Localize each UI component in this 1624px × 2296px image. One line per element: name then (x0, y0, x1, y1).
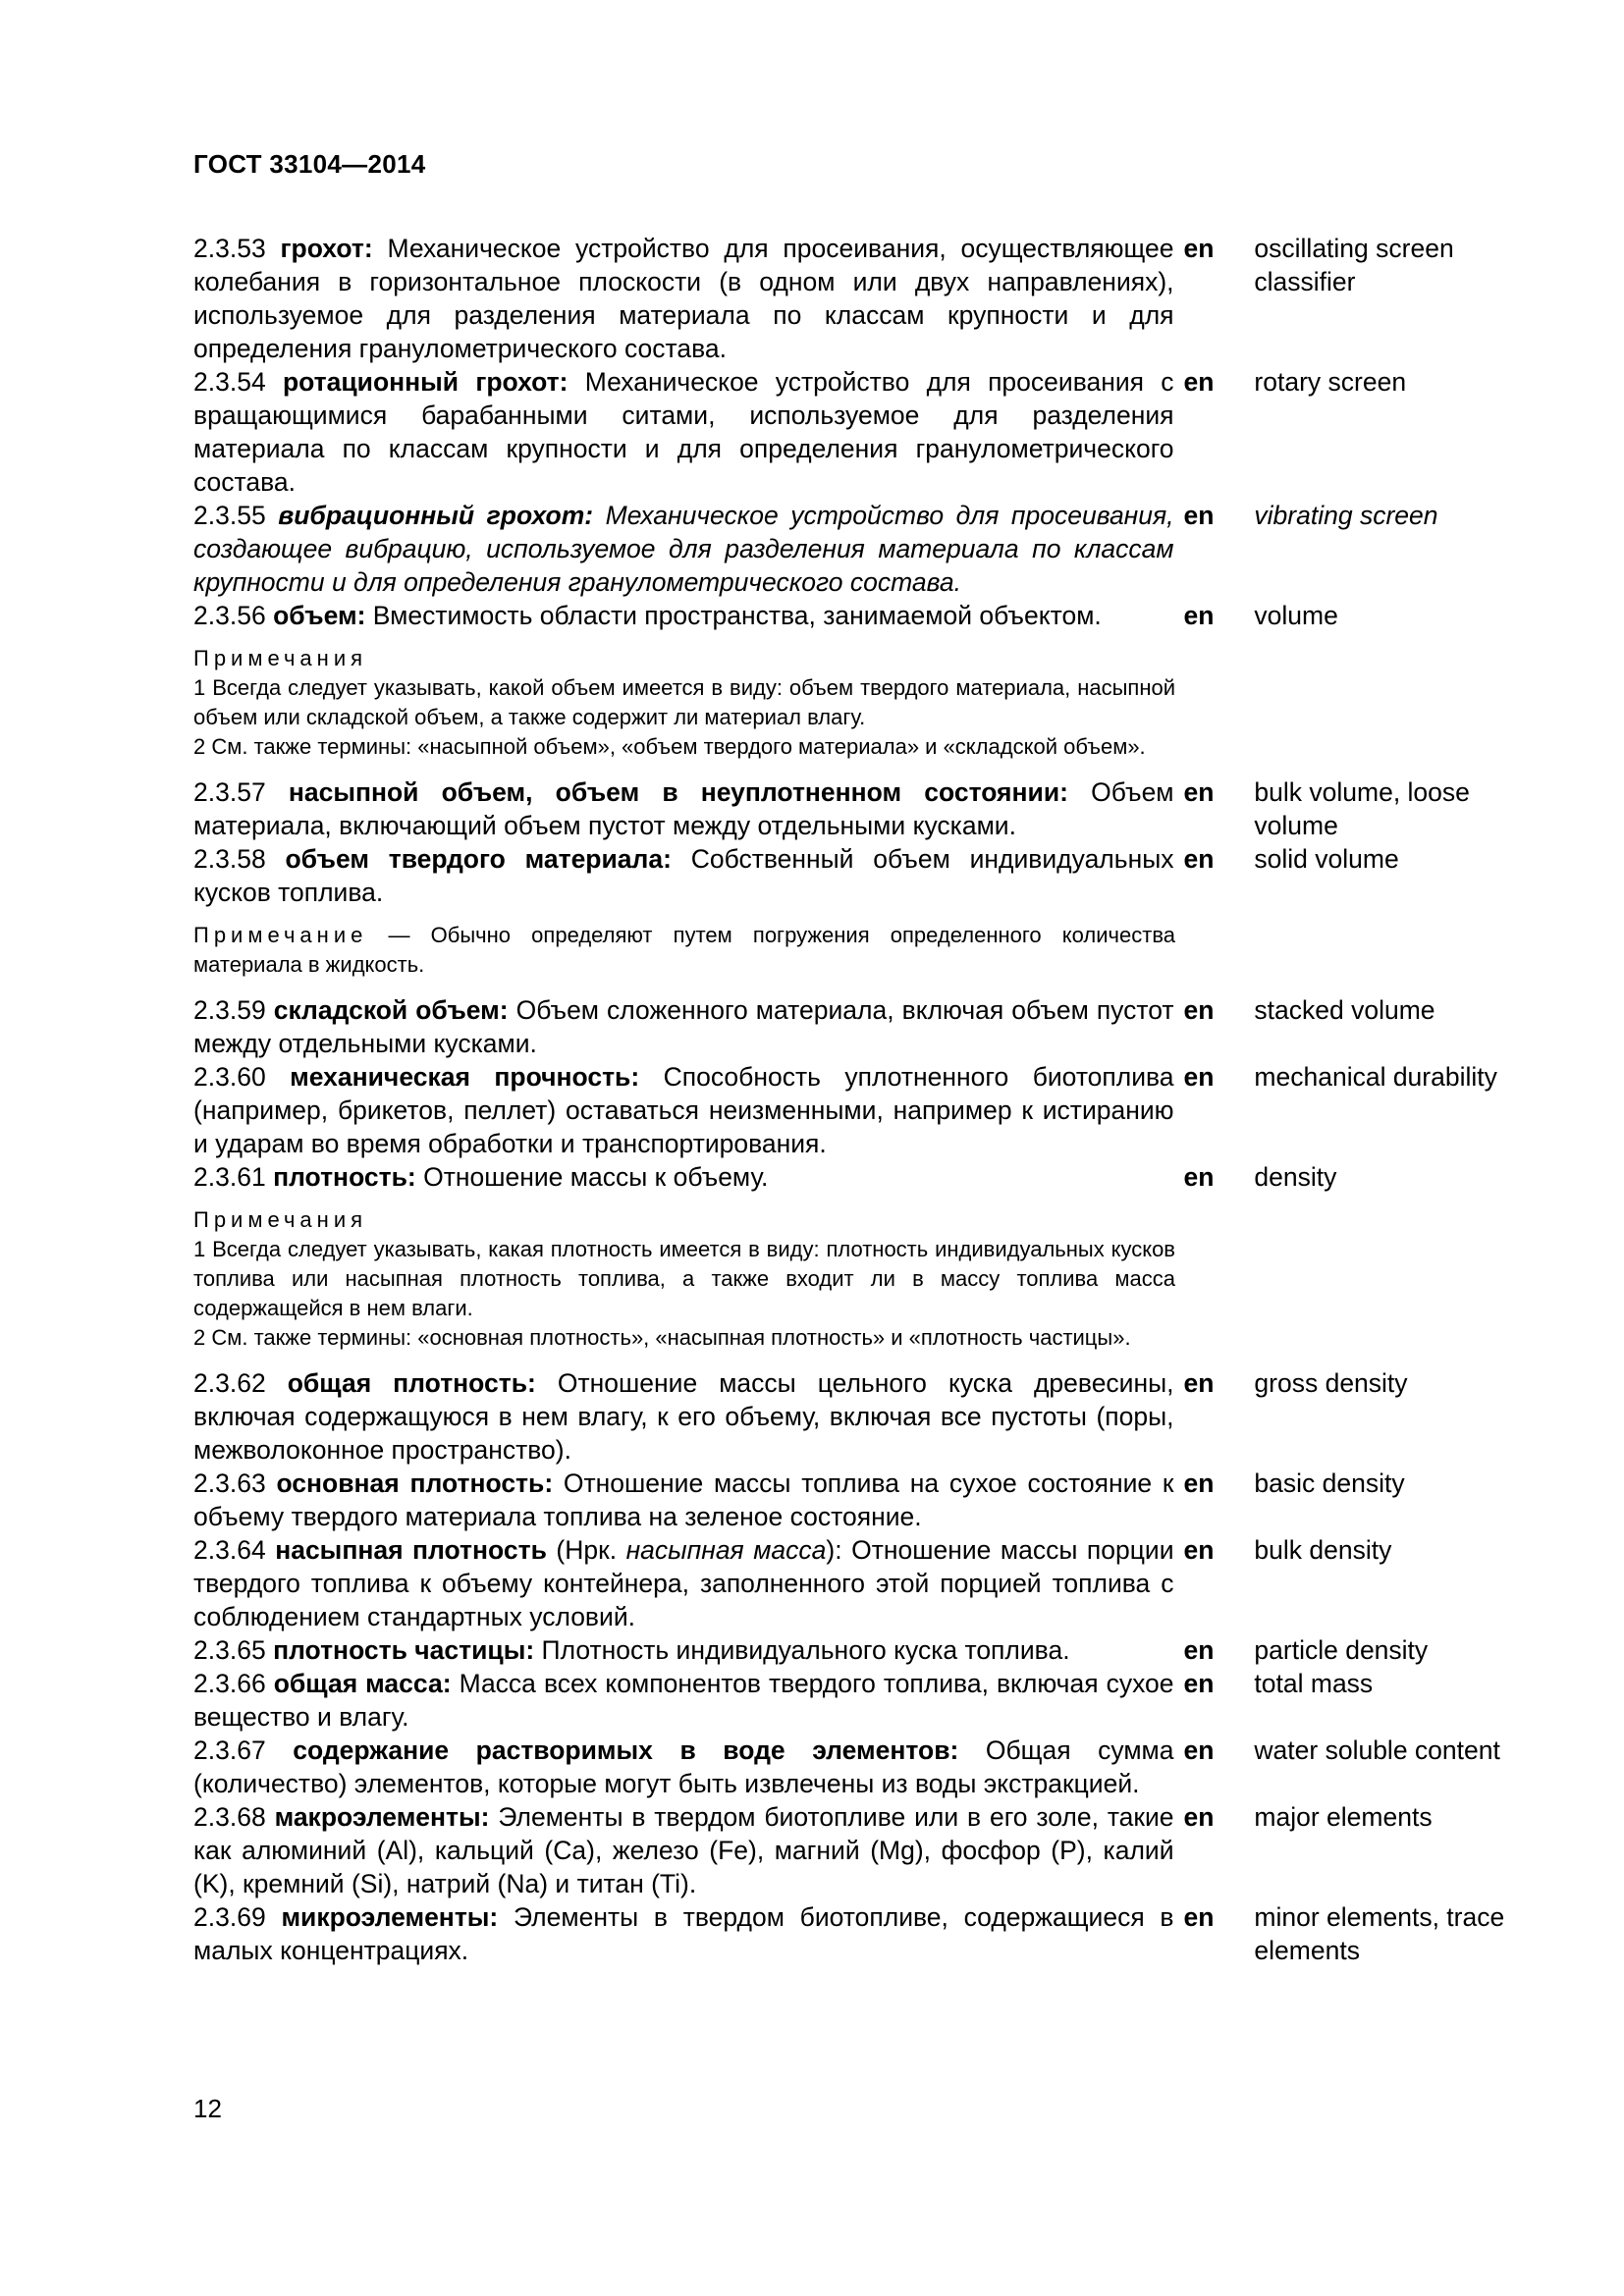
english-equivalent: bulk density (1254, 1535, 1392, 1565)
term-name: грохот: (280, 234, 373, 263)
term-number: 2.3.58 (193, 844, 266, 874)
term-number: 2.3.54 (193, 367, 266, 397)
term-definition: ): Отношение массы порции твердого топлива к объему контейнера, заполненного этой порцией топлива с соблюдением стандартных условий. (193, 1535, 1174, 1631)
note-text: — Обычно определяют путем погружения определенного количества материала в жидкость. (193, 923, 1175, 977)
lang-code: en (1183, 1635, 1215, 1665)
term-name: насыпной объем, объем в неуплотненном состоянии: (288, 777, 1068, 807)
term-name: объем твердого материала: (285, 844, 672, 874)
lang-code: en (1183, 601, 1215, 630)
term-number: 2.3.68 (193, 1802, 266, 1832)
term-name: насыпная плотность (275, 1535, 547, 1565)
english-equivalent: bulk volume, loose volume (1254, 777, 1470, 840)
note-block (193, 921, 1175, 980)
english-equivalent: water soluble content (1254, 1735, 1500, 1765)
term-number: 2.3.53 (193, 234, 266, 263)
deprecated-term: насыпная масса (625, 1535, 827, 1565)
term-entry (193, 1533, 1539, 1633)
term-entry (193, 1060, 1539, 1160)
english-equivalent: gross density (1254, 1368, 1408, 1398)
lang-code: en (1183, 1062, 1215, 1092)
term-number: 2.3.66 (193, 1669, 266, 1698)
note-heading: Примечания (193, 1207, 368, 1232)
english-equivalent: volume (1254, 601, 1338, 630)
term-name: общая масса: (273, 1669, 452, 1698)
term-name: механическая прочность: (290, 1062, 640, 1092)
term-number: 2.3.59 (193, 995, 266, 1025)
term-definition: Вместимость области пространства, занимаемой объектом. (365, 601, 1102, 630)
term-name: плотность: (273, 1162, 416, 1192)
term-number: 2.3.62 (193, 1368, 266, 1398)
lang-code: en (1183, 777, 1215, 807)
lang-code: en (1183, 367, 1215, 397)
lang-code: en (1183, 1162, 1215, 1192)
english-equivalent: stacked volume (1254, 995, 1435, 1025)
english-equivalent: vibrating screen (1254, 501, 1438, 530)
term-name: содержание растворимых в воде элементов: (293, 1735, 959, 1765)
note-line: 1 Всегда следует указывать, какой объем имеется в виду: объем твердого материала, насыпной объем или складской объем, а также содержит ли материал влагу. (193, 675, 1175, 729)
term-entry (193, 1667, 1539, 1734)
term-entry (193, 1467, 1539, 1533)
note-line: 2 См. также термины: «основная плотность», «насыпная плотность» и «плотность частицы». (193, 1325, 1131, 1350)
term-entry (193, 1366, 1539, 1467)
english-equivalent: basic density (1254, 1468, 1405, 1498)
english-equivalent: major elements (1254, 1802, 1433, 1832)
term-definition: Отношение массы топлива на сухое состояние к объему твердого материала топлива на зеленое состояние. (193, 1468, 1174, 1531)
lang-code: en (1183, 1802, 1215, 1832)
lang-code: en (1183, 501, 1215, 530)
term-definition: Объем сложенного материала, включая объем пустот между отдельными кусками. (193, 995, 1174, 1058)
note-heading: Примечание (193, 923, 368, 947)
term-number: 2.3.61 (193, 1162, 266, 1192)
term-entry (193, 1800, 1539, 1900)
english-equivalent: total mass (1254, 1669, 1374, 1698)
lang-code: en (1183, 234, 1215, 263)
term-number: 2.3.64 (193, 1535, 266, 1565)
term-number: 2.3.60 (193, 1062, 266, 1092)
note-line: 2 См. также термины: «насыпной объем», «объем твердого материала» и «складской объем». (193, 734, 1146, 759)
term-entry (193, 842, 1539, 909)
term-entry (193, 775, 1539, 842)
term-name: основная плотность: (276, 1468, 554, 1498)
term-definition: Собственный объем индивидуальных кусков топлива. (193, 844, 1174, 907)
term-number: 2.3.67 (193, 1735, 266, 1765)
term-definition: Объем материала, включающий объем пустот между отдельными кусками. (193, 777, 1174, 840)
note-block (193, 1205, 1175, 1353)
term-entry (193, 1160, 1539, 1194)
english-equivalent: density (1254, 1162, 1337, 1192)
term-prefix: (Нрк. (546, 1535, 626, 1565)
term-definition: Механическое устройство для просеивания, создающее вибрацию, используемое для разделения материала по классам крупности и для определения гранулометрического состава. (193, 501, 1174, 597)
lang-code: en (1183, 1902, 1215, 1932)
term-definition: Масса всех компонентов твердого топлива, включая сухое вещество и влагу. (193, 1669, 1174, 1732)
english-equivalent: minor elements, trace elements (1254, 1902, 1505, 1965)
term-entry (193, 365, 1539, 499)
lang-code: en (1183, 1535, 1215, 1565)
term-number: 2.3.55 (193, 501, 266, 530)
term-definition: Элементы в твердом биотопливе или в его золе, такие как алюминий (Al), кальций (Ca), железо (Fe), магний (Mg), фосфор (P), калий (K), кремний (Si), натрий (Na) и титан (Ti). (193, 1802, 1174, 1898)
document-header: ГОСТ 33104—2014 (193, 149, 426, 179)
term-name: объем: (273, 601, 366, 630)
term-number: 2.3.69 (193, 1902, 266, 1932)
term-definition: Отношение массы цельного куска древесины, включая содержащуюся в нем влагу, к его объему, включая все пустоты (поры, межволоконное пространство). (193, 1368, 1174, 1465)
term-entry (193, 1633, 1539, 1667)
lang-code: en (1183, 1468, 1215, 1498)
english-equivalent: oscillating screen classifier (1254, 234, 1454, 296)
lang-code: en (1183, 1368, 1215, 1398)
english-equivalent: rotary screen (1254, 367, 1407, 397)
term-definition: Плотность индивидуального куска топлива. (534, 1635, 1070, 1665)
term-entry (193, 993, 1539, 1060)
note-heading: Примечания (193, 646, 368, 670)
term-name: складской объем: (273, 995, 509, 1025)
note-line: 1 Всегда следует указывать, какая плотность имеется в виду: плотность индивидуальных кусков топлива или насыпная плотность топлива, а также входит ли в массу топлива масса содержащейся в нем влаги. (193, 1237, 1175, 1320)
english-equivalent: particle density (1254, 1635, 1429, 1665)
term-definition: Механическое устройство для просеивания с вращающимися барабанными ситами, используемое для разделения материала по классам крупности и для определения гранулометрического состава. (193, 367, 1174, 497)
page-number: 12 (193, 2094, 222, 2123)
term-number: 2.3.57 (193, 777, 266, 807)
english-equivalent: mechanical durability (1254, 1062, 1497, 1092)
term-name: микроэлементы: (281, 1902, 499, 1932)
lang-code: en (1183, 1669, 1215, 1698)
terms-list (193, 232, 1539, 1967)
term-definition: Механическое устройство для просеивания, осуществляющее колебания в горизонтальное плоскости (в одном или двух направлениях), используемое для разделения материала по классам крупности и для определения гранулометрического состава. (193, 234, 1174, 363)
term-definition: Отношение массы к объему. (415, 1162, 769, 1192)
note-block (193, 644, 1175, 762)
term-entry (193, 1734, 1539, 1800)
term-name: вибрационный грохот: (278, 501, 594, 530)
term-name: макроэлементы: (274, 1802, 490, 1832)
lang-code: en (1183, 1735, 1215, 1765)
term-entry (193, 599, 1539, 632)
term-name: общая плотность: (287, 1368, 536, 1398)
english-equivalent: solid volume (1254, 844, 1399, 874)
term-definition: Общая сумма (количество) элементов, которые могут быть извлечены из воды экстракцией. (193, 1735, 1174, 1798)
term-name: плотность частицы: (273, 1635, 535, 1665)
term-number: 2.3.56 (193, 601, 266, 630)
lang-code: en (1183, 844, 1215, 874)
term-entry (193, 1900, 1539, 1967)
term-number: 2.3.63 (193, 1468, 266, 1498)
term-entry (193, 499, 1539, 599)
lang-code: en (1183, 995, 1215, 1025)
term-definition: Элементы в твердом биотопливе, содержащиеся в малых концентрациях. (193, 1902, 1174, 1965)
term-entry (193, 232, 1539, 365)
term-name: ротационный грохот: (282, 367, 568, 397)
term-definition: Способность уплотненного биотоплива (например, брикетов, пеллет) оставаться неизменными, например к истиранию и ударам во время обработки и транспортирования. (193, 1062, 1174, 1158)
term-number: 2.3.65 (193, 1635, 266, 1665)
